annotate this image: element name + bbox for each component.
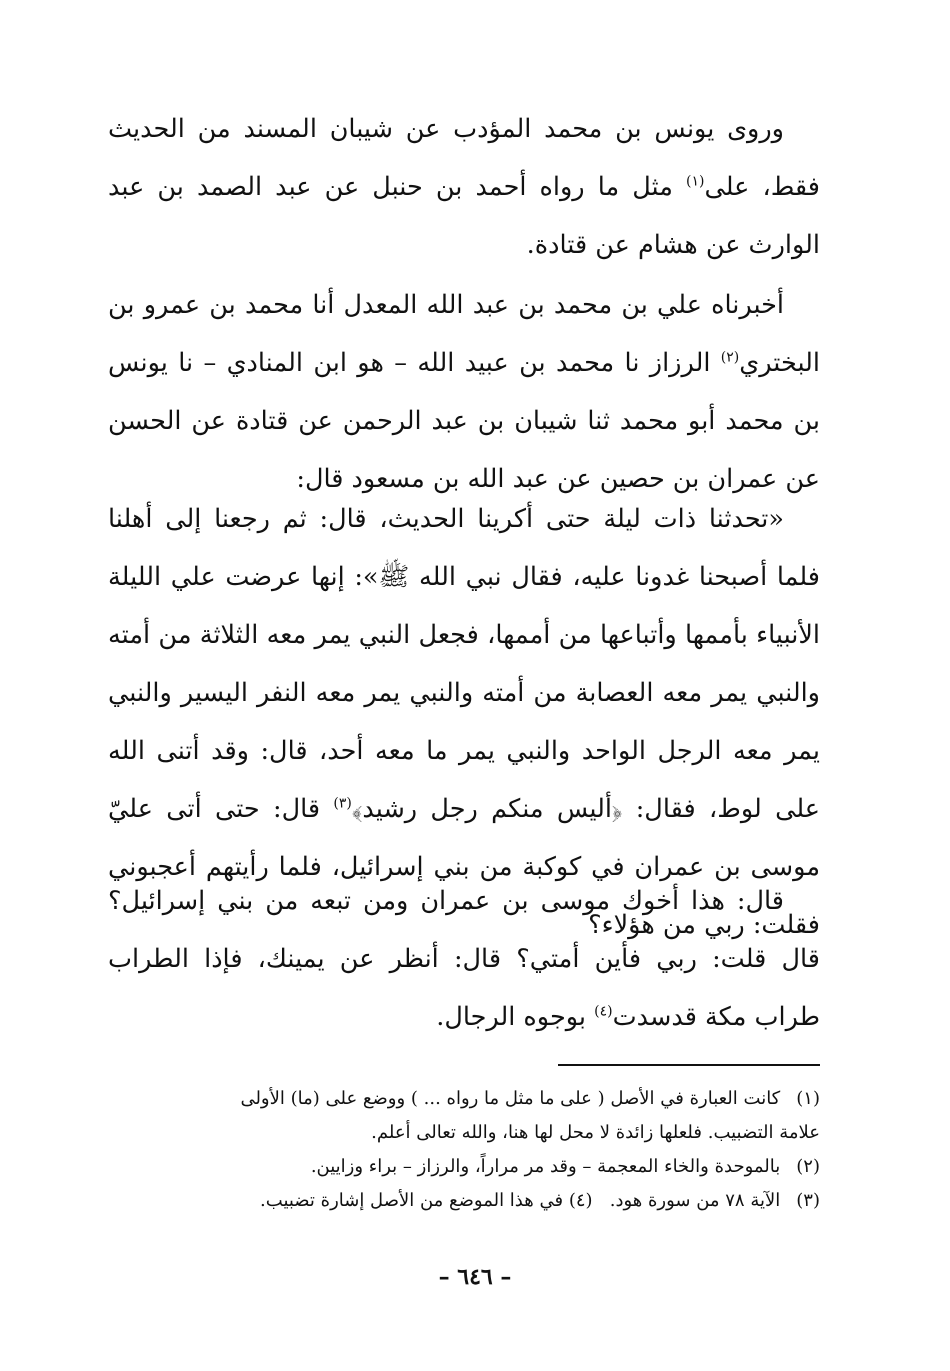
footnote-ref-3: (٣) bbox=[333, 795, 352, 812]
footnote-2-number: (٢) bbox=[796, 1156, 820, 1177]
paragraph-1-text: وروى يونس بن محمد المؤدب عن شيبان المسند من الحديث فقط، على bbox=[108, 114, 820, 202]
page-number: – ٦٤٦ – bbox=[438, 1264, 512, 1290]
footnote-1 bbox=[180, 1082, 820, 1116]
footnote-ref-4: (٤) bbox=[594, 1003, 613, 1020]
paragraph-4-text-rest: بوجوه الرجال. bbox=[436, 1002, 595, 1032]
paragraph-1 bbox=[108, 100, 820, 274]
footnote-3-4 bbox=[180, 1184, 820, 1218]
footnote-3-text: الآية ٧٨ من سورة هود. bbox=[609, 1190, 781, 1211]
paragraph-3-text-rest: قال: حتى أتى عليّ موسى بن عمران في كوكبة من بني إسرائيل، فلما رأيتهم أعجبوني فقلت: ربي من هؤلاء؟ bbox=[108, 794, 820, 940]
footnote-2 bbox=[180, 1150, 820, 1184]
paragraph-2-text: أخبرناه علي بن محمد بن عبد الله المعدل أنا محمد بن عمرو بن البختري bbox=[108, 290, 820, 378]
footnote-1-continuation: علامة التضبيب. فلعلها زائدة لا محل لها هنا، والله تعالى أعلم. bbox=[371, 1122, 820, 1143]
footnote-ref-2: (٢) bbox=[720, 349, 740, 366]
footnote-3-number: (٣) bbox=[796, 1190, 820, 1211]
footnotes-section bbox=[180, 1082, 820, 1218]
paragraph-1-text-rest: مثل ما رواه أحمد بن حنبل عن عبد الصمد بن عبد الوارث عن هشام عن قتادة. bbox=[108, 172, 820, 260]
paragraph-4-text: قال: هذا أخوك موسى بن عمران ومن تبعه من بني إسرائيل؟ قال قلت: ربي فأين أمتي؟ قال: أنظر عن يمينك، فإذا الطراب طراب مكة قدسدت bbox=[108, 886, 820, 1032]
footnote-4-number: (٤) bbox=[568, 1190, 593, 1211]
paragraph-2 bbox=[108, 276, 820, 508]
footnote-4-text: في هذا الموضع من الأصل إشارة تضبيب. bbox=[260, 1190, 564, 1211]
footnote-ref-1: (١) bbox=[685, 173, 705, 190]
footnote-1-number: (١) bbox=[796, 1088, 820, 1109]
paragraph-3-text: «تحدثنا ذات ليلة حتى أكرينا الحديث، قال: ثم رجعنا إلى أهلنا فلما أصبحنا غدونا عليه، فقال نبي الله ﷺ»: إنها عرضت علي الليلة الأنبياء بأممها وأتباعها من أممها، فجعل النبي يمر معه الثلاثة من أمته والنبي يمر معه العصابة من أمته والنبي يمر معه النفر اليسير والنبي يمر معه الرجل الواحد والنبي يمر ما معه أحد، قال: وقد أتنى الله على لوط، فقال: ﴿أليس منكم رجل رشيد﴾ bbox=[108, 504, 821, 824]
footnote-2-text: بالموحدة والخاء المعجمة – وقد مر مراراً، والرزاز – براء وزايين. bbox=[310, 1156, 781, 1177]
footnote-1-text: كانت العبارة في الأصل ( على ما مثل ما رواه ... ) ووضع على (ما) الأولى bbox=[240, 1088, 781, 1109]
paragraph-2-text-rest: الرزاز نا محمد بن عبيد الله – هو ابن المنادي – نا يونس بن محمد أبو محمد ثنا شيبان بن عبد الرحمن عن قتادة عن الحسن عن عمران بن حصين عن عبد الله بن مسعود قال: bbox=[108, 348, 820, 494]
footnote-divider bbox=[558, 1064, 820, 1066]
paragraph-4 bbox=[108, 872, 820, 1046]
